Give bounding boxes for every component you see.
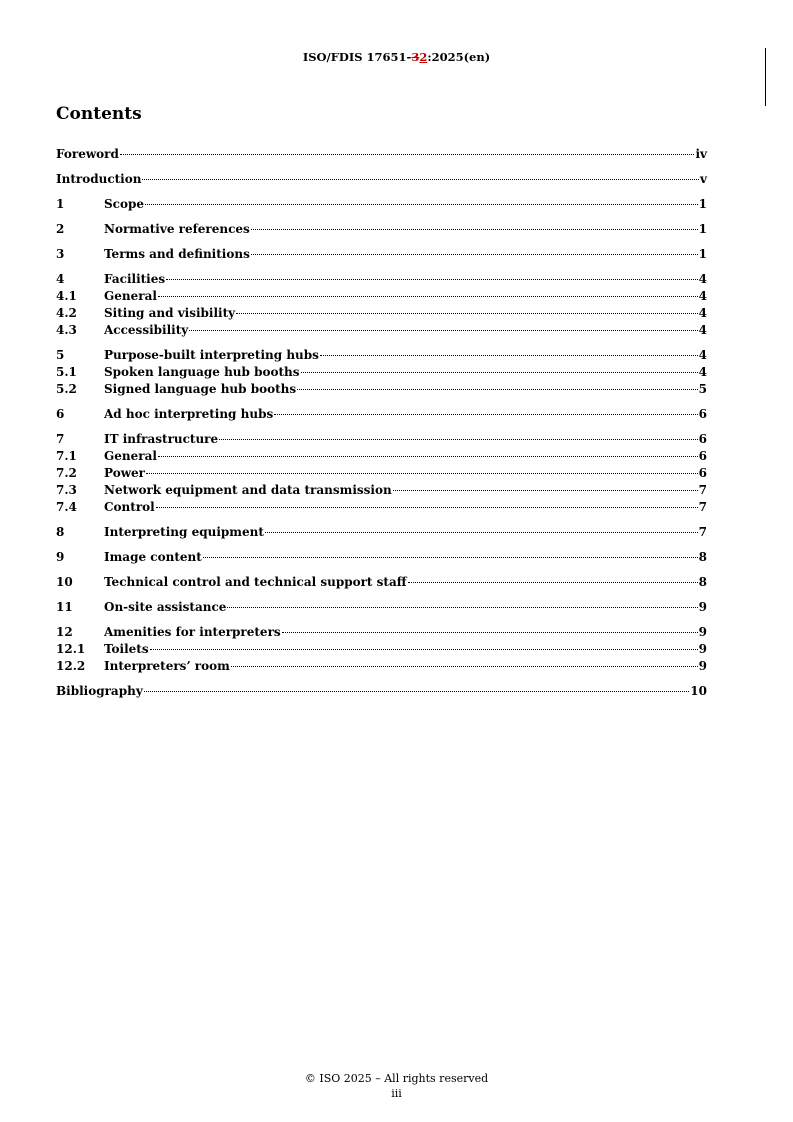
toc-dot-leader [251,228,698,230]
toc-entry-page: 7 [698,483,707,497]
toc-entry-label: Power [104,466,145,480]
toc-entry-number: 7.1 [56,449,77,463]
toc-dot-leader [203,556,698,558]
toc-entry-page: 9 [698,625,707,639]
toc-dot-leader [150,648,698,650]
toc-dot-leader [265,531,698,533]
toc-entry-page: 9 [698,642,707,656]
toc-dot-leader [146,472,698,474]
toc-entry-number: 2 [56,222,65,236]
toc-entry-label: Accessibility [104,323,189,337]
toc-entry-label: Interpreters’ room [104,659,230,673]
toc-entry[interactable] [56,524,707,541]
toc-entry-label: Facilities [104,272,166,286]
toc-entry-page: 10 [690,684,707,698]
toc-entry-number: 4.1 [56,289,77,303]
toc-entry-label: Terms and definitions [104,247,250,261]
toc-entry-label: Network equipment and data transmission [104,483,392,497]
toc-entry-label: Purpose-built interpreting hubs [104,348,319,362]
toc-entry-number: 5 [56,348,65,362]
toc-dot-leader [219,438,698,440]
toc-entry[interactable] [56,499,707,516]
toc-entry-page: 4 [698,289,707,303]
toc-entry-page: 7 [698,500,707,514]
page-footer [0,1071,793,1101]
toc-entry-number: 12 [56,625,73,639]
toc-entry[interactable] [56,574,707,591]
toc-entry-number: 12.2 [56,659,86,673]
header-suffix: :2025(en) [427,50,491,64]
toc-dot-leader [408,581,698,583]
toc-entry[interactable] [56,288,707,305]
toc-entry-page: 4 [698,365,707,379]
toc-entry-label: Signed language hub booths [104,382,297,396]
toc-entry-number: 7 [56,432,65,446]
toc-entry-number: 10 [56,575,73,589]
toc-entry[interactable] [56,322,707,339]
toc-entry-label: Scope [104,197,145,211]
toc-entry-page: 1 [698,247,707,261]
toc-entry-page: 5 [698,382,707,396]
toc-dot-leader [282,631,698,633]
toc-entry-number: 7.3 [56,483,77,497]
toc-entry-page: 6 [698,432,707,446]
toc-entry-label: General [104,449,157,463]
toc-entry-label: Image content [104,550,202,564]
toc-dot-leader [120,153,695,155]
toc-entry-number: 7.4 [56,500,77,514]
toc-entry-page: 4 [698,323,707,337]
toc-entry[interactable] [56,431,707,448]
toc-entry-number: 8 [56,525,65,539]
toc-dot-leader [144,690,690,692]
toc-entry[interactable] [56,549,707,566]
toc-entry-page: 8 [698,575,707,589]
toc-dot-leader [227,606,697,608]
toc-entry[interactable] [56,599,707,616]
toc-entry-page: 6 [698,407,707,421]
page-number: iii [391,1087,402,1100]
toc-dot-leader [320,354,698,356]
document-header [0,50,793,64]
toc-entry-label: Toilets [104,642,149,656]
toc-entry-number: 4.3 [56,323,77,337]
toc-dot-leader [236,312,698,314]
toc-entry-label: Spoken language hub booths [104,365,300,379]
toc-dot-leader [158,455,698,457]
toc-entry-number: 12.1 [56,642,86,656]
table-of-contents [56,146,707,700]
toc-entry-page: 9 [698,600,707,614]
toc-dot-leader [156,506,698,508]
toc-entry-page: 1 [698,222,707,236]
toc-entry-number: 5.1 [56,365,77,379]
toc-entry[interactable] [56,221,707,238]
toc-dot-leader [301,371,698,373]
header-inserted-text: 2 [419,50,428,64]
toc-entry[interactable] [56,271,707,288]
toc-entry[interactable] [56,305,707,322]
toc-entry[interactable] [56,171,707,188]
toc-entry[interactable] [56,624,707,641]
toc-dot-leader [145,203,698,205]
toc-dot-leader [231,665,698,667]
copyright-notice: © ISO 2025 – All rights reserved [304,1072,489,1085]
toc-entry-number: 7.2 [56,466,77,480]
toc-entry-label: Amenities for interpreters [104,625,281,639]
toc-entry-label: Control [104,500,155,514]
toc-entry-label: Technical control and technical support staff [104,575,407,589]
toc-entry[interactable] [56,465,707,482]
toc-entry-label: Foreword [56,147,119,161]
toc-dot-leader [158,295,698,297]
toc-entry-page: 6 [698,466,707,480]
toc-entry[interactable] [56,482,707,499]
toc-entry-page: 8 [698,550,707,564]
toc-entry-page: v [700,172,707,186]
toc-dot-leader [251,253,698,255]
toc-entry[interactable] [56,246,707,263]
toc-dot-leader [393,489,698,491]
header-deleted-text: 3 [411,50,420,64]
toc-entry-label: Interpreting equipment [104,525,264,539]
toc-entry[interactable] [56,406,707,423]
toc-entry-label: Bibliography [56,684,143,698]
toc-entry[interactable] [56,196,707,213]
toc-entry-label: Normative references [104,222,250,236]
toc-entry[interactable] [56,347,707,364]
toc-dot-leader [142,178,699,180]
page-title: Contents [56,104,142,124]
toc-entry-number: 4 [56,272,65,286]
toc-dot-leader [189,329,697,331]
toc-entry-label: Siting and visibility [104,306,236,320]
toc-dot-leader [297,388,698,390]
toc-entry-page: 1 [698,197,707,211]
toc-entry-number: 11 [56,600,73,614]
toc-entry-page: 9 [698,659,707,673]
header-prefix: ISO/FDIS 17651- [302,50,412,64]
toc-entry[interactable] [56,683,707,700]
toc-entry-number: 4.2 [56,306,77,320]
toc-entry-page: 7 [698,525,707,539]
toc-entry-number: 5.2 [56,382,77,396]
change-bar [765,48,766,106]
toc-dot-leader [274,413,697,415]
toc-entry-page: iv [695,147,707,161]
toc-dot-leader [166,278,698,280]
toc-entry-label: IT infrastructure [104,432,219,446]
toc-entry-label: Ad hoc interpreting hubs [104,407,274,421]
toc-entry[interactable] [56,381,707,398]
toc-entry-label: General [104,289,157,303]
toc-entry-page: 6 [698,449,707,463]
toc-entry[interactable] [56,448,707,465]
toc-entry[interactable] [56,641,707,658]
toc-entry[interactable] [56,364,707,381]
toc-entry-page: 4 [698,348,707,362]
toc-entry-number: 9 [56,550,65,564]
toc-entry[interactable] [56,146,707,163]
toc-entry-number: 6 [56,407,65,421]
toc-entry[interactable] [56,658,707,675]
toc-entry-page: 4 [698,306,707,320]
toc-entry-label: On-site assistance [104,600,227,614]
toc-entry-number: 1 [56,197,65,211]
toc-entry-number: 3 [56,247,65,261]
toc-entry-page: 4 [698,272,707,286]
toc-entry-label: Introduction [56,172,142,186]
